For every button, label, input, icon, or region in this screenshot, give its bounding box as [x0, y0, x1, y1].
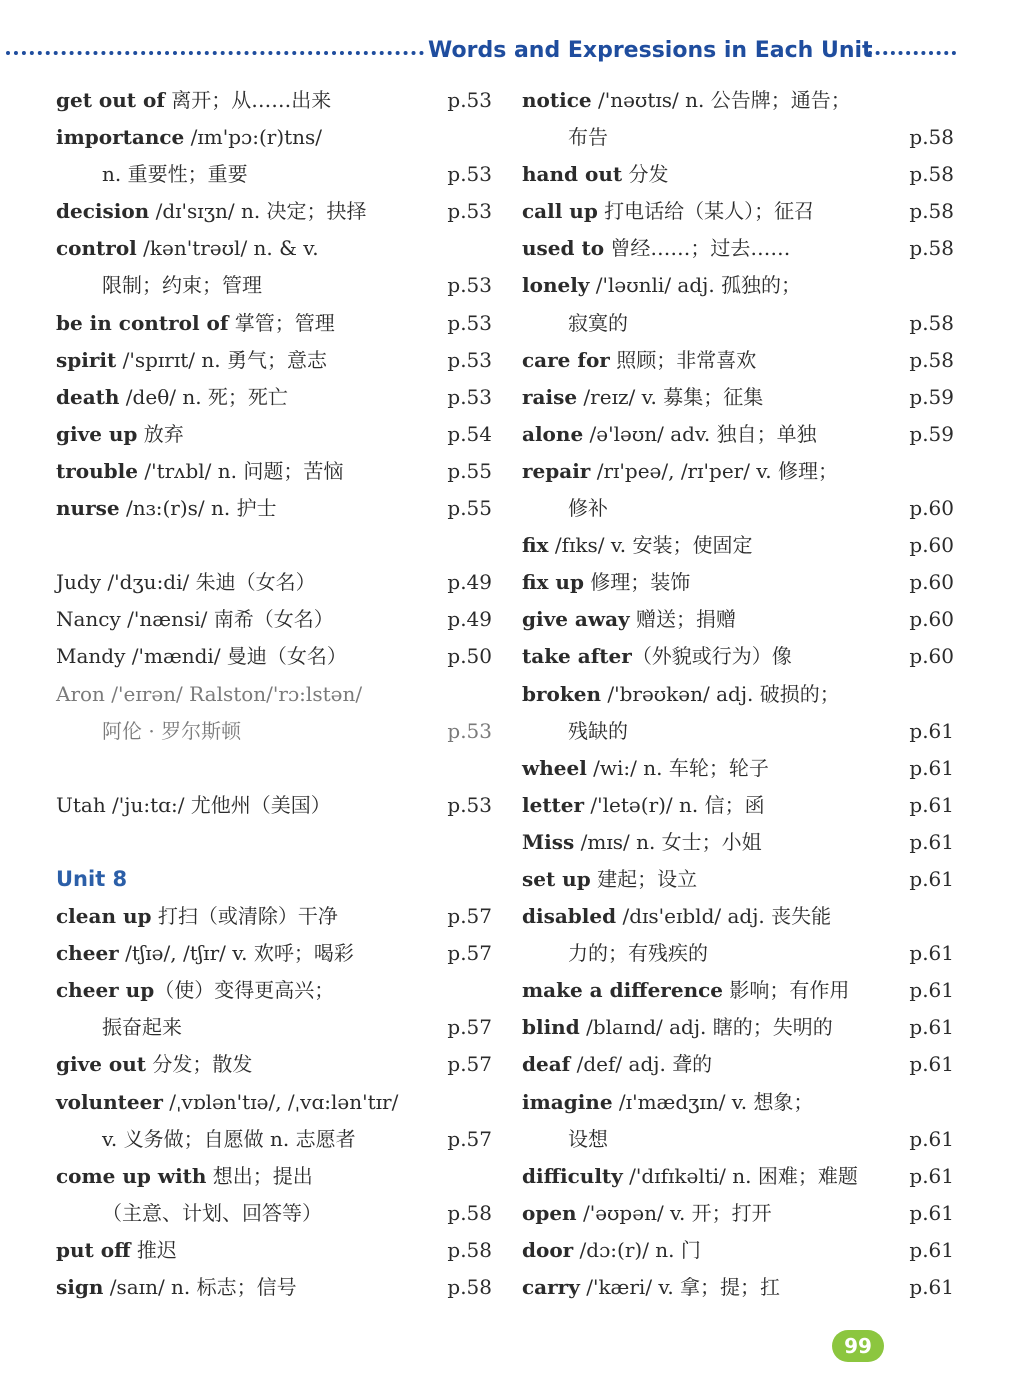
- vocab-entry: [56, 1158, 496, 1195]
- entry-text: [522, 236, 790, 260]
- entry-text: [522, 422, 817, 446]
- vocab-entry: [522, 1009, 958, 1046]
- vocab-entry: [56, 490, 496, 527]
- definition: /wi:/ n. 车轮；轮子: [586, 755, 769, 780]
- vocab-entry: [522, 379, 958, 416]
- entry-text: [522, 88, 851, 112]
- vocab-entry: [522, 935, 958, 972]
- entry-text: [56, 273, 262, 297]
- entry-text: [56, 385, 288, 409]
- definition: /'dɪfɪkəlti/ n. 困难；难题: [622, 1163, 858, 1188]
- vocab-entry: [522, 898, 958, 935]
- headword: come up with: [56, 1163, 207, 1188]
- definition: 布告: [568, 125, 608, 150]
- definition: （使）变得更高兴；: [154, 978, 335, 1003]
- vocab-entry: [522, 861, 958, 898]
- headword: raise: [522, 384, 578, 409]
- definition: 影响；有作用: [723, 978, 850, 1003]
- vocab-entry: [522, 1046, 958, 1083]
- page-reference: p.58: [909, 236, 954, 261]
- page-reference: p.60: [909, 533, 954, 558]
- definition: 放弃: [137, 421, 184, 446]
- entry-text: [56, 459, 343, 483]
- spacer: [56, 824, 496, 861]
- page-reference: p.61: [909, 941, 954, 966]
- entry-text: [522, 793, 765, 817]
- definition: 打扫（或清除）干净: [151, 904, 338, 929]
- vocab-entry: [522, 1121, 958, 1158]
- vocab-entry: [56, 601, 496, 638]
- entry-text: [56, 1090, 398, 1114]
- definition: 曾经……；过去……: [604, 236, 791, 261]
- headword: wheel: [522, 755, 587, 780]
- entry-text: [522, 1015, 833, 1039]
- headword: take after: [522, 644, 632, 669]
- definition: n. 重要性；重要: [102, 162, 248, 187]
- vocab-entry: [56, 1084, 496, 1121]
- headword: imagine: [522, 1089, 613, 1114]
- headword: blind: [522, 1015, 580, 1040]
- definition: /deθ/ n. 死；死亡: [119, 384, 288, 409]
- definition: （主意、计划、回答等）: [102, 1200, 322, 1225]
- vocab-entry: [522, 1232, 958, 1269]
- page-reference: p.58: [909, 199, 954, 224]
- section-header: [0, 36, 1024, 70]
- headword: used to: [522, 236, 605, 261]
- headword: deaf: [522, 1052, 571, 1077]
- entry-text: [522, 385, 763, 409]
- vocab-entry: [56, 972, 496, 1009]
- spacer: [56, 527, 496, 564]
- entry-text: [56, 1127, 356, 1151]
- vocab-entry: [56, 638, 496, 675]
- vocab-entry: [522, 416, 958, 453]
- definition: 振奋起来: [102, 1015, 182, 1040]
- page-reference: p.61: [909, 1275, 954, 1299]
- vocab-entry: [56, 1009, 496, 1046]
- vocabulary-column-left: [56, 82, 496, 1306]
- vocab-entry: [522, 305, 958, 342]
- page-reference: p.53: [447, 384, 492, 409]
- vocab-entry: [522, 750, 958, 787]
- page-reference: p.53: [447, 310, 492, 335]
- headword: letter: [522, 792, 585, 817]
- definition: 掌管；管理: [228, 310, 335, 335]
- page-reference: p.54: [447, 421, 492, 446]
- entry-text: [522, 1238, 701, 1262]
- entry-text: [522, 348, 756, 372]
- headword: decision: [56, 199, 150, 224]
- page-reference: p.53: [447, 88, 492, 112]
- headword: volunteer: [56, 1089, 163, 1114]
- definition: /fɪks/ v. 安装；使固定: [548, 533, 753, 558]
- vocab-entry: [56, 82, 496, 119]
- entry-text: [56, 793, 331, 817]
- entry-text: [56, 941, 354, 965]
- headword: broken: [522, 681, 601, 706]
- vocab-entry: [522, 527, 958, 564]
- vocab-entry: [56, 156, 496, 193]
- page-reference: p.61: [909, 1015, 954, 1040]
- definition: Nancy /'nænsi/ 南希（女名）: [56, 607, 334, 632]
- entry-text: [522, 644, 792, 668]
- definition: /saɪn/ n. 标志；信号: [103, 1275, 297, 1299]
- page-reference: p.60: [909, 496, 954, 521]
- headword: disabled: [522, 904, 617, 929]
- vocab-entry: [522, 156, 958, 193]
- page-reference: p.59: [909, 421, 954, 446]
- page-reference: p.58: [447, 1200, 492, 1225]
- page-reference: p.61: [909, 1126, 954, 1151]
- entry-text: [522, 682, 840, 706]
- definition: /nɜ:(r)s/ n. 护士: [119, 496, 277, 521]
- page-reference: p.61: [909, 718, 954, 743]
- vocab-entry: [522, 342, 958, 379]
- vocab-entry: [522, 267, 958, 304]
- vocab-entry: [522, 119, 958, 156]
- vocab-entry: [56, 453, 496, 490]
- headword: repair: [522, 458, 591, 483]
- vocab-entry: [56, 1269, 496, 1306]
- vocab-entry: [56, 564, 496, 601]
- definition: /dɔ:(r)/ n. 门: [573, 1237, 701, 1262]
- entry-text: [56, 1201, 322, 1225]
- definition: 推迟: [130, 1237, 177, 1262]
- vocab-entry: [522, 230, 958, 267]
- definition: 限制；约束；管理: [102, 273, 262, 298]
- entry-text: [56, 644, 347, 668]
- entry-text: [56, 422, 184, 446]
- entry-text: [522, 978, 849, 1002]
- headword: spirit: [56, 347, 117, 372]
- vocab-entry: [56, 676, 496, 713]
- definition: /rɪ'peə/, /rɪ'per/ v. 修理；: [590, 458, 838, 483]
- headword: fix: [522, 533, 549, 558]
- page-reference: p.49: [447, 607, 492, 632]
- headword: control: [56, 236, 137, 261]
- vocab-entry: [522, 564, 958, 601]
- dotted-rule-left: [6, 51, 424, 55]
- entry-text: [522, 1052, 712, 1076]
- definition: 修理；装饰: [583, 570, 691, 595]
- entry-text: [522, 496, 608, 520]
- headword: importance: [56, 125, 185, 150]
- vocab-entry: [522, 676, 958, 713]
- headword: carry: [522, 1275, 580, 1299]
- headword: cheer up: [56, 978, 155, 1003]
- definition: /dɪs'eɪbld/ adj. 丧失能: [616, 904, 832, 929]
- headword: lonely: [522, 273, 590, 298]
- headword: open: [522, 1200, 577, 1225]
- entry-text: [56, 125, 322, 149]
- vocab-entry: [522, 824, 958, 861]
- headword: care for: [522, 347, 610, 372]
- vocab-entry: [522, 713, 958, 750]
- vocab-entry: [56, 1232, 496, 1269]
- vocab-entry: [522, 1195, 958, 1232]
- page-reference: p.57: [447, 904, 492, 929]
- page-reference: p.58: [447, 1237, 492, 1262]
- vocab-entry: [522, 1269, 958, 1306]
- vocab-entry: [522, 638, 958, 675]
- definition: /'nəʊtɪs/ n. 公告牌；通告；: [591, 88, 851, 112]
- entry-text: [522, 607, 736, 631]
- entry-text: [522, 273, 801, 297]
- page-reference: p.53: [447, 199, 492, 224]
- definition: 力的；有残疾的: [568, 941, 708, 966]
- page-reference: p.58: [909, 310, 954, 335]
- page-reference: p.61: [909, 1052, 954, 1077]
- headword: alone: [522, 421, 584, 446]
- definition: /'kæri/ v. 拿；提；扛: [579, 1275, 781, 1299]
- section-title: Words and Expressions in Each Unit: [428, 38, 873, 63]
- definition: 建起；设立: [590, 866, 698, 891]
- headword: sign: [56, 1275, 104, 1299]
- entry-text: [56, 88, 331, 112]
- vocab-entry: [56, 1121, 496, 1158]
- vocab-entry: [56, 787, 496, 824]
- definition: Judy /'dʒu:di/ 朱迪（女名）: [56, 570, 316, 595]
- entry-text: [522, 719, 628, 743]
- entry-text: [56, 570, 316, 594]
- vocabulary-column-right: [522, 82, 958, 1306]
- page-number-badge: 99: [832, 1330, 884, 1362]
- page-reference: p.58: [909, 347, 954, 372]
- page-reference: p.58: [447, 1275, 492, 1299]
- vocab-entry: [56, 119, 496, 156]
- headword: clean up: [56, 904, 152, 929]
- entry-text: [522, 1275, 780, 1299]
- headword: Miss: [522, 829, 575, 854]
- headword: fix up: [522, 570, 584, 595]
- vocab-entry: [56, 379, 496, 416]
- definition: /def/ adj. 聋的: [570, 1052, 713, 1077]
- dotted-rule-right: [868, 51, 956, 55]
- entry-text: [522, 459, 838, 483]
- definition: Utah /'ju:tɑ:/ 尤他州（美国）: [56, 792, 331, 817]
- entry-text: [522, 125, 608, 149]
- entry-text: [56, 1238, 177, 1262]
- vocab-entry: [522, 193, 958, 230]
- vocab-entry: [522, 82, 958, 119]
- definition: 残缺的: [568, 718, 628, 743]
- entry-text: [522, 1127, 608, 1151]
- entry-text: [56, 199, 367, 223]
- entry-text: [56, 607, 334, 631]
- vocab-entry: [522, 1084, 958, 1121]
- page-reference: p.60: [909, 644, 954, 669]
- headword: hand out: [522, 162, 623, 187]
- definition: 修补: [568, 496, 608, 521]
- headword: give up: [56, 421, 138, 446]
- entry-text: [56, 904, 338, 928]
- entry-text: [522, 1201, 772, 1225]
- definition: /blaɪnd/ adj. 瞎的；失明的: [579, 1015, 833, 1040]
- page-reference: p.57: [447, 1126, 492, 1151]
- vocab-entry: [522, 972, 958, 1009]
- headword: put off: [56, 1237, 131, 1262]
- page-reference: p.61: [909, 866, 954, 891]
- vocab-entry: [56, 713, 496, 750]
- page-reference: p.61: [909, 1200, 954, 1225]
- headword: give away: [522, 607, 630, 632]
- definition: /'trʌbl/ n. 问题；苦恼: [137, 458, 344, 483]
- headword: get out of: [56, 88, 165, 112]
- page-reference: p.50: [447, 644, 492, 669]
- vocab-entry: [522, 490, 958, 527]
- page-reference: p.61: [909, 1163, 954, 1188]
- definition: 打电话给（某人）；征召: [597, 199, 815, 224]
- definition: 阿伦 · 罗尔斯顿: [102, 718, 242, 743]
- headword: cheer: [56, 941, 119, 966]
- page-reference: p.60: [909, 570, 954, 595]
- definition: /tʃɪə/, /tʃɪr/ v. 欢呼；喝彩: [118, 941, 354, 966]
- vocab-entry: [522, 787, 958, 824]
- definition: /'brəʊkən/ adj. 破损的；: [600, 681, 840, 706]
- vocab-entry: [56, 193, 496, 230]
- definition: 离开；从……出来: [164, 88, 332, 112]
- page-reference: p.61: [909, 792, 954, 817]
- page-reference: p.58: [909, 125, 954, 150]
- entry-text: [522, 311, 628, 335]
- headword: notice: [522, 88, 592, 112]
- entry-text: [56, 162, 248, 186]
- headword: trouble: [56, 458, 138, 483]
- entry-text: [56, 1052, 252, 1076]
- vocab-entry: [56, 1195, 496, 1232]
- definition: /dɪ'sɪʒn/ n. 决定；抉择: [149, 199, 367, 224]
- entry-text: [522, 941, 708, 965]
- definition: /kən'trəʊl/ n. & v.: [136, 236, 319, 261]
- page-reference: p.57: [447, 1052, 492, 1077]
- page-reference: p.59: [909, 384, 954, 409]
- headword: set up: [522, 866, 591, 891]
- page-reference: p.58: [909, 162, 954, 187]
- definition: /'letə(r)/ n. 信；函: [584, 792, 765, 817]
- page-reference: p.53: [447, 347, 492, 372]
- page-reference: p.61: [909, 829, 954, 854]
- headword: make a difference: [522, 978, 724, 1003]
- definition: Aron /'eɪrən/ Ralston/'rɔ:lstən/: [56, 681, 363, 706]
- definition: 寂寞的: [568, 310, 628, 335]
- page-reference: p.55: [447, 496, 492, 521]
- vocab-entry: [522, 453, 958, 490]
- definition: 分发: [622, 162, 669, 187]
- entry-text: [522, 1164, 858, 1188]
- definition: /mɪs/ n. 女士；小姐: [574, 829, 762, 854]
- entry-text: [522, 867, 697, 891]
- definition: /'spɪrɪt/ n. 勇气；意志: [116, 347, 327, 372]
- entry-text: [522, 904, 831, 928]
- entry-text: [56, 348, 327, 372]
- vocab-entry: [56, 1046, 496, 1083]
- vocab-entry: [56, 267, 496, 304]
- page-reference: p.55: [447, 458, 492, 483]
- page-reference: p.61: [909, 978, 954, 1003]
- definition: 照顾；非常喜欢: [609, 347, 757, 372]
- entry-text: [522, 570, 690, 594]
- definition: v. 义务做；自愿做 n. 志愿者: [102, 1126, 356, 1151]
- definition: Mandy /'mændi/ 曼迪（女名）: [56, 644, 347, 669]
- entry-text: [56, 1164, 313, 1188]
- entry-text: [56, 978, 334, 1002]
- page-reference: p.53: [447, 718, 492, 743]
- definition: 设想: [568, 1126, 608, 1151]
- headword: be in control of: [56, 310, 229, 335]
- page-reference: p.60: [909, 607, 954, 632]
- definition: 想出；提出: [206, 1163, 313, 1188]
- page-reference: p.53: [447, 792, 492, 817]
- entry-text: [56, 311, 335, 335]
- page-reference: p.57: [447, 941, 492, 966]
- definition: /'ləʊnli/ adj. 孤独的；: [589, 273, 802, 298]
- page-reference: p.53: [447, 162, 492, 187]
- entry-text: [522, 830, 762, 854]
- definition: /ˌvɒlən'tɪə/, /ˌvɑ:lən'tɪr/: [162, 1089, 399, 1114]
- vocab-entry: [56, 935, 496, 972]
- entry-text: [56, 682, 362, 706]
- entry-text: [522, 162, 668, 186]
- definition: /'əʊpən/ v. 开；打开: [576, 1200, 772, 1225]
- entry-text: [522, 756, 769, 780]
- definition: /ɪ'mædʒɪn/ v. 想象；: [612, 1089, 814, 1114]
- headword: difficulty: [522, 1163, 623, 1188]
- vocab-entry: [56, 230, 496, 267]
- definition: 分发；散发: [146, 1052, 253, 1077]
- definition: /ɪm'pɔ:(r)tns/: [184, 125, 323, 150]
- entry-text: [56, 1275, 297, 1299]
- vocab-entry: [56, 305, 496, 342]
- entry-text: [522, 199, 814, 223]
- headword: death: [56, 384, 120, 409]
- headword: nurse: [56, 496, 120, 521]
- definition: /ə'ləʊn/ adv. 独自；单独: [583, 421, 817, 446]
- headword: give out: [56, 1052, 147, 1077]
- entry-text: [56, 236, 319, 260]
- vocab-entry: [522, 601, 958, 638]
- definition: （外貌或行为）像: [631, 644, 792, 669]
- headword: door: [522, 1237, 574, 1262]
- page-reference: p.61: [909, 755, 954, 780]
- entry-text: [56, 1015, 182, 1039]
- vocab-entry: [56, 898, 496, 935]
- entry-text: [56, 719, 241, 743]
- entry-text: [522, 533, 752, 557]
- page-reference: p.57: [447, 1015, 492, 1040]
- page-reference: p.53: [447, 273, 492, 298]
- headword: call up: [522, 199, 598, 224]
- page-reference: p.49: [447, 570, 492, 595]
- unit-heading: Unit 8: [56, 866, 128, 891]
- entry-text: [522, 1090, 813, 1114]
- vocab-entry: [56, 416, 496, 453]
- page-reference: p.61: [909, 1237, 954, 1262]
- definition: /reɪz/ v. 募集；征集: [577, 384, 764, 409]
- definition: 赠送；捐赠: [629, 607, 737, 632]
- spacer: [56, 750, 496, 787]
- entry-text: [56, 496, 277, 520]
- vocab-entry: [56, 342, 496, 379]
- vocab-entry: [522, 1158, 958, 1195]
